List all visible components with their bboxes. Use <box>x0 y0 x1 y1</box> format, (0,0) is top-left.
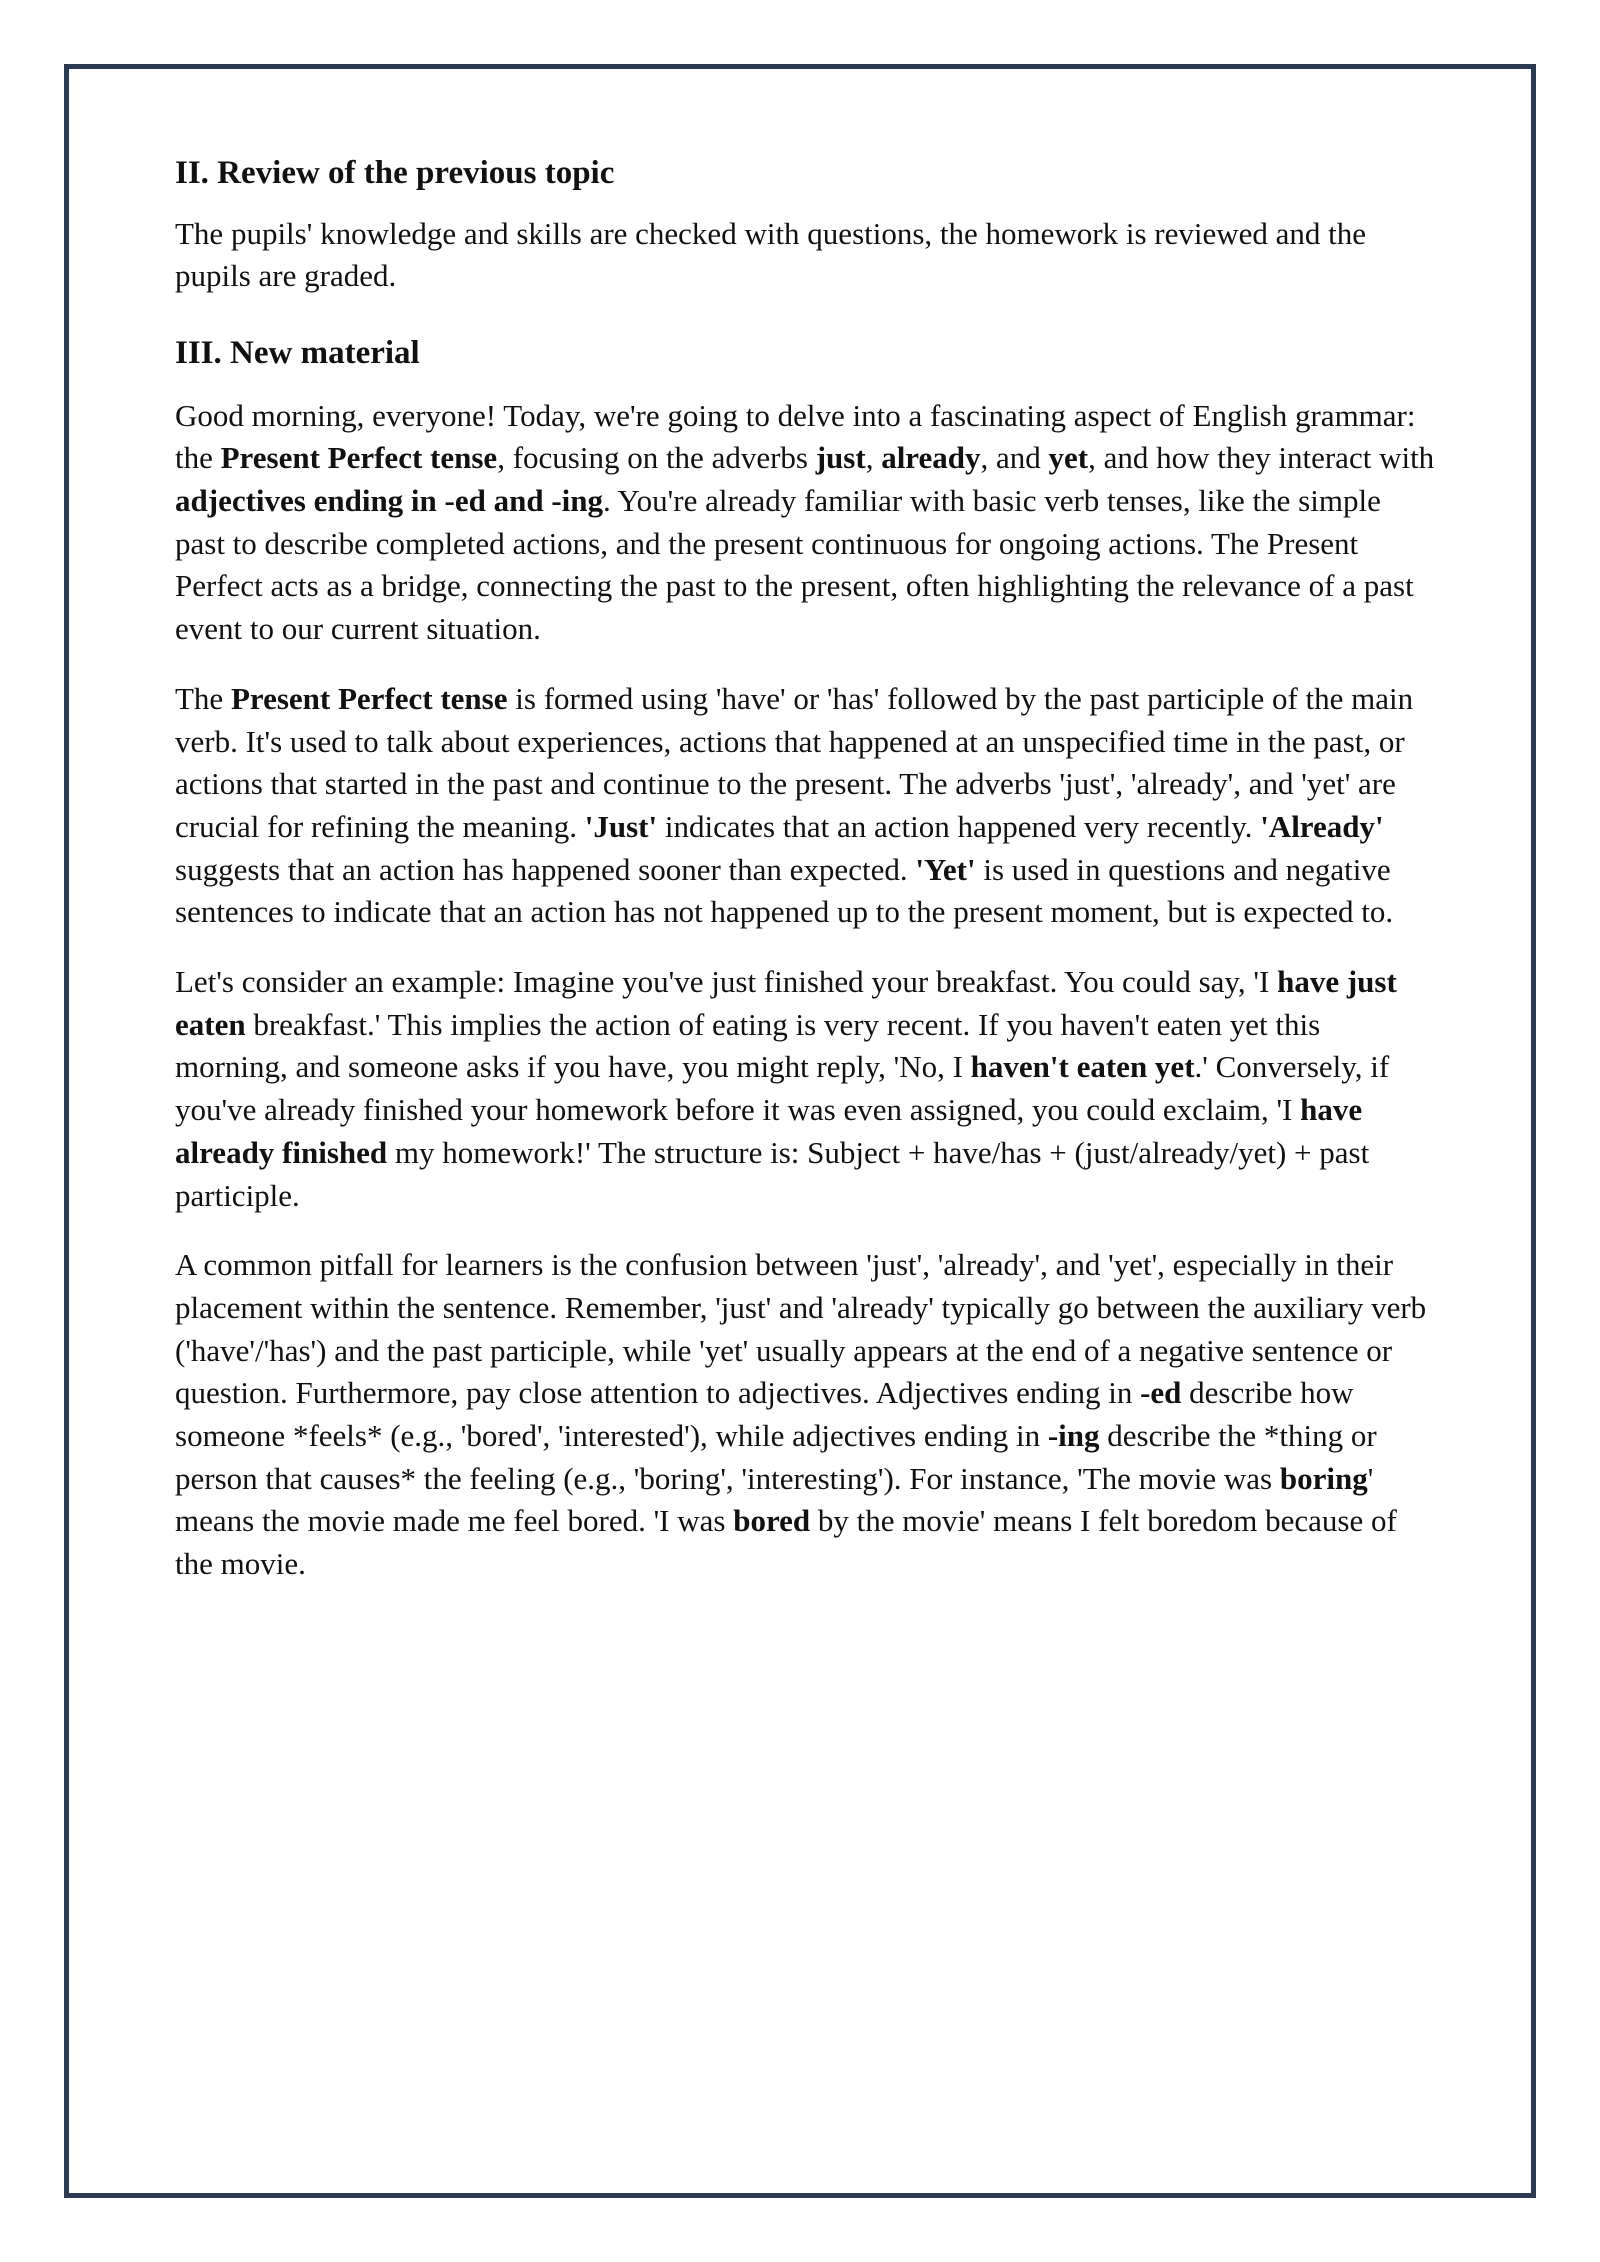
text-run: suggests that an action has happened sooner than expected. <box>175 851 916 887</box>
bold-text: adjectives ending in -ed and -ing <box>175 483 604 518</box>
text-run: is formed using 'have' or 'has' followed by the past participle of the main verb. It's used to talk about experiences, actions that happened at an unspecified time in the past, or actions that started in the past and continue to the present. The adverbs 'just', 'already', and 'yet' are crucial for refining the meaning. <box>175 680 1414 844</box>
paragraph-common-pitfalls <box>175 1244 1437 1586</box>
text-run: .' Conversely, if you've already finished your homework before it was even assigned, you could exclaim, 'I <box>175 1049 1390 1128</box>
document-body <box>175 150 1437 1586</box>
bold-text: bored <box>733 1503 811 1539</box>
text-run: Let's consider an example: Imagine you've just finished your breakfast. You could say, 'I <box>175 964 1278 1000</box>
bold-text: -ing <box>1047 1418 1100 1454</box>
bold-text: have already finished <box>175 1092 1363 1170</box>
text-run: The <box>175 680 231 716</box>
text-run: . You're already familiar with basic verb tenses, like the simple past to describe completed actions, and the present continuous for ongoing actions. The Present Perfect acts as a bridge, connecting the past to the present, often highlighting the relevance of a past event to our current situation. <box>175 483 1414 647</box>
text-run: ' means the movie made me feel bored. 'I was <box>175 1460 1374 1539</box>
text-run: describe how someone *feels* (e.g., 'bored', 'interested'), while adjectives ending in <box>175 1375 1354 1454</box>
bold-text: just <box>815 440 866 476</box>
paragraph-present-perfect-formation <box>175 678 1437 934</box>
bold-text: 'Just' <box>584 808 658 844</box>
bold-text: yet <box>1048 440 1089 476</box>
text-run: A common pitfall for learners is the confusion between 'just', 'already', and 'yet', especially in their placement within the sentence. Remember, 'just' and 'already' typically go between the auxiliary verb ('have'/'has') and the past participle, while 'yet' usually appears at the end of a negative sentence or question. Furthermore, pay close attention to adjectives. Adjectives ending in <box>175 1247 1427 1411</box>
review-paragraph: The pupils' knowledge and skills are checked with questions, the homework is reviewed and the pupils are graded. <box>175 215 1367 294</box>
bold-text: Present Perfect tense <box>220 440 498 476</box>
text-run: , <box>865 440 882 476</box>
text-run: indicates that an action happened very recently. <box>657 808 1261 844</box>
text-run: by the movie' means I felt boredom because of the movie. <box>175 1503 1397 1582</box>
section-heading-review: II. Review of the previous topic <box>175 155 615 191</box>
text-run: breakfast.' This implies the action of eating is very recent. If you haven't eaten yet this morning, and someone asks if you have, you might reply, 'No, I <box>175 1006 1321 1085</box>
text-run: , focusing on the adverbs <box>497 440 816 476</box>
bold-text: have just eaten <box>175 964 1397 1042</box>
bold-text: Present Perfect tense <box>230 680 508 716</box>
text-run: Good morning, everyone! Today, we're going to delve into a fascinating aspect of English grammar: the <box>175 397 1416 476</box>
bold-text: 'Yet' <box>915 851 976 887</box>
bold-text: boring <box>1279 1460 1368 1496</box>
text-run: my homework!' The structure is: Subject + have/has + (just/already/yet) + past participle. <box>175 1134 1370 1213</box>
text-run: is used in questions and negative sentences to indicate that an action has not happened up to the present moment, but is expected to. <box>175 851 1394 930</box>
bold-text: haven't eaten yet <box>970 1049 1195 1085</box>
bold-text: -ed <box>1140 1375 1182 1411</box>
paragraph-example <box>175 961 1437 1217</box>
text-run: , and how they interact with <box>1088 440 1435 476</box>
section-heading-new-material: III. New material <box>175 335 420 371</box>
paragraph-introduction <box>175 395 1437 651</box>
bold-text: already <box>881 440 981 476</box>
text-run: , and <box>980 440 1049 476</box>
text-run: describe the *thing or person that causes* the feeling (e.g., 'boring', 'interesting'). For instance, 'The movie was <box>175 1418 1377 1496</box>
bold-text: 'Already' <box>1260 808 1384 844</box>
